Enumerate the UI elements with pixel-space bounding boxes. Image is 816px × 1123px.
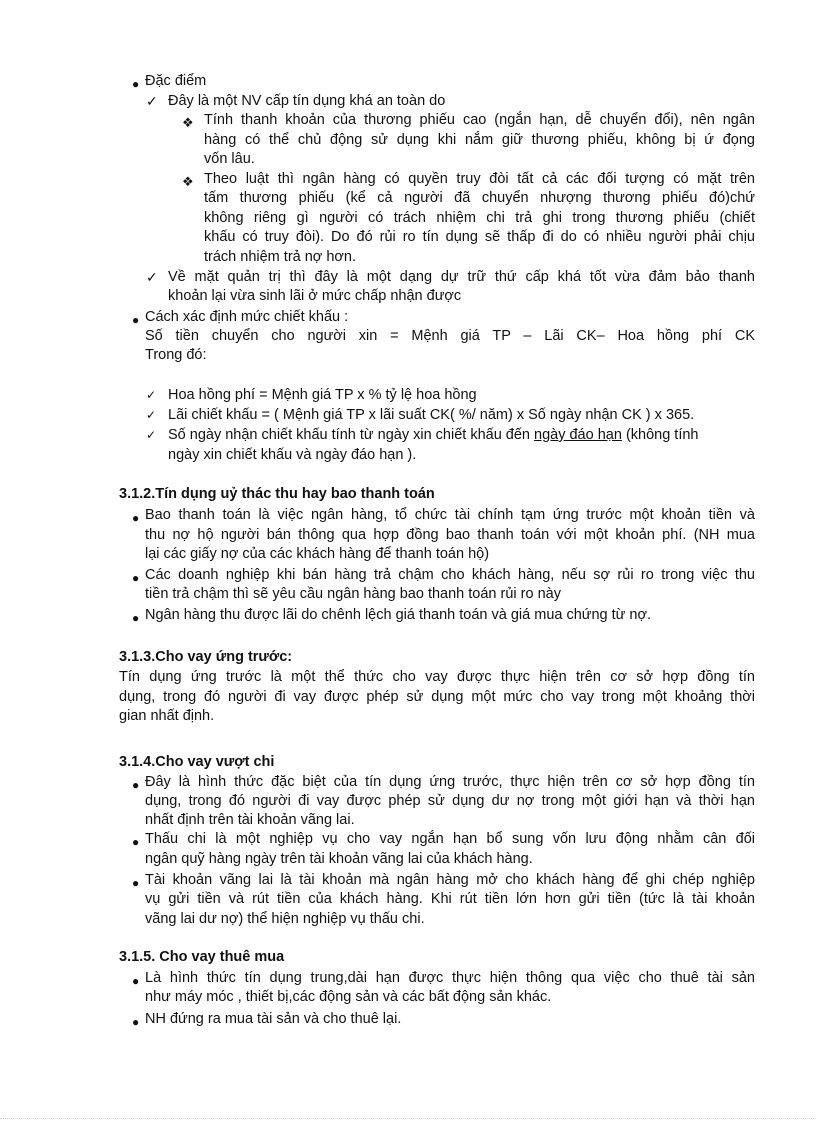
bullet-icon: ● xyxy=(132,835,140,849)
criteria-3-text-b: (không tính xyxy=(625,427,699,443)
s2-b2-line-1: Các doanh nghiệp khi bán hàng trả chậm cho khách hàng, nếu sợ rủi ro trong việc thu xyxy=(145,567,755,583)
bullet-icon: ● xyxy=(132,571,140,585)
criteria-3-line-2: ngày xin chiết khấu và ngày đáo hạn ). xyxy=(168,447,417,463)
check-icon: ✓ xyxy=(146,428,157,442)
check-item-2-line-2: khoản lại vừa sinh lãi ở mức chấp nhận được xyxy=(168,288,462,304)
s5-b1-line-2: như máy móc , thiết bị,các động sản và các bất động sản khác. xyxy=(145,989,552,1005)
bullet-icon: ● xyxy=(132,1015,140,1029)
s5-b1-line-1: Là hình thức tín dụng trung,dài hạn được thực hiện thông qua việc cho thuê tài sản xyxy=(145,970,755,986)
diamond-icon: ❖ xyxy=(182,115,194,130)
check-item-1: Đây là một NV cấp tín dụng khá an toàn do xyxy=(168,93,446,109)
s3-p-line-2: dụng, trong đó người đi vay được phép sử dụng một mức cho vay trong một khoảng thời xyxy=(119,689,755,705)
s4-b3-line-1: Tài khoản vãng lai là tài khoản mà ngân hàng mở cho khách hàng để ghi chép nghiệp xyxy=(145,872,755,888)
bullet-icon: ● xyxy=(132,313,140,327)
bullet-icon: ● xyxy=(132,611,140,625)
s5-b2: NH đứng ra mua tài sản và cho thuê lại. xyxy=(145,1011,402,1027)
criteria-2: Lãi chiết khấu = ( Mệnh giá TP x lãi suất CK( %/ năm) x Số ngày nhận CK ) x 365. xyxy=(168,407,695,423)
sub-item-2-line-3: không riêng gì người có trách nhiệm chi trả ghi trong thương phiếu (chiết xyxy=(204,210,755,226)
sub-item-2-line-4: khấu có truy đòi). Do đó rủi ro tín dụng sẽ thấp đi do có nhiều người phải chịu xyxy=(204,229,755,245)
section-title-3-1-2: 3.1.2.Tín dụng uỷ thác thu hay bao thanh toán xyxy=(119,486,435,502)
criteria-3-line-1 xyxy=(168,426,699,446)
bullet-icon: ● xyxy=(132,511,140,525)
check-icon: ✓ xyxy=(146,93,158,109)
s4-b3-line-3: vãng lai dư nợ) thể hiện nghiệp vụ thấu chi. xyxy=(145,911,425,927)
bullet-icon: ● xyxy=(132,876,140,890)
criteria-1: Hoa hồng phí = Mệnh giá TP x % tỷ lệ hoa hồng xyxy=(168,387,477,403)
section-title-3-1-3: 3.1.3.Cho vay ứng trước: xyxy=(119,649,293,665)
check-icon: ✓ xyxy=(146,408,157,422)
s2-b1-line-2: thu nợ hộ người bán thông qua hợp đồng bao thanh toán với một khoản phí. (NH mua xyxy=(145,527,755,543)
criteria-3-text-a: Số ngày nhận chiết khấu tính từ ngày xin chiết khấu đến xyxy=(168,427,530,443)
check-icon: ✓ xyxy=(146,269,158,285)
due-date-link[interactable]: ngày đáo hạn xyxy=(534,427,622,443)
check-icon: ✓ xyxy=(146,388,157,402)
section-title-3-1-4: 3.1.4.Cho vay vượt chi xyxy=(119,754,275,770)
trong-do: Trong đó: xyxy=(145,347,207,363)
diamond-icon: ❖ xyxy=(182,174,194,189)
s4-b3-line-2: vụ gửi tiền và rút tiền của khách hàng. Khi rút tiền lớn hơn gửi tiền (tức là tài khoản xyxy=(145,891,755,907)
sub-item-1-line-1: Tính thanh khoản của thương phiếu cao (ngắn hạn, dễ chuyển đổi), nên ngân xyxy=(204,112,755,128)
s2-b2-line-2: tiền trả chậm thì sẽ yêu cầu ngân hàng bao thanh toán rủi ro này xyxy=(145,586,561,602)
sub-item-1-line-2: hàng có thể chủ động sử dụng khi nắm giữ thương phiếu, không bị ứ đọng xyxy=(204,132,755,148)
s4-b1-line-2: dụng, trong đó người đi vay được phép sử dụng dư nợ trong một giới hạn và thời hạn xyxy=(145,793,755,809)
page-bottom-divider xyxy=(0,1118,816,1119)
s4-b2-line-1: Thấu chi là một nghiệp vụ cho vay ngắn hạn bổ sung vốn lưu động nhằm cân đối xyxy=(145,831,755,847)
s2-b3: Ngân hàng thu được lãi do chênh lệch giá thanh toán và giá mua chứng từ nợ. xyxy=(145,607,652,623)
sub-item-2-line-5: trách nhiệm trả nợ hơn. xyxy=(204,249,357,265)
formula: Số tiền chuyển cho người xin = Mệnh giá TP – Lãi CK– Hoa hồng phí CK xyxy=(145,328,755,344)
sub-item-1-line-3: vốn lâu. xyxy=(204,151,255,167)
s4-b2-line-2: ngân quỹ hàng ngày trên tài khoản vãng lai của khách hàng. xyxy=(145,851,533,867)
s4-b1-line-1: Đây là hình thức đặc biệt của tín dụng ứng trước, thực hiện trên cơ sở hợp đồng tín xyxy=(145,774,755,790)
s4-b1-line-3: nhất định trên tài khoản vãng lai. xyxy=(145,812,355,828)
sub-item-2-line-1: Theo luật thì ngân hàng có quyền truy đòi tất cả các đối tượng có mặt trên xyxy=(204,171,755,187)
section-title-3-1-5: 3.1.5. Cho vay thuê mua xyxy=(119,949,285,965)
s3-p-line-1: Tín dụng ứng trước là một thể thức cho vay được thực hiện trên cơ sở hợp đồng tín xyxy=(119,669,755,685)
s2-b1-line-3: lại các giấy nợ của các khách hàng để thanh toán hộ) xyxy=(145,546,490,562)
s3-p-line-3: gian nhất định. xyxy=(119,708,215,724)
bullet-icon: ● xyxy=(132,974,140,988)
bullet-icon: ● xyxy=(132,778,140,792)
s2-b1-line-1: Bao thanh toán là việc ngân hàng, tổ chức tài chính tạm ứng trước một khoản tiền và xyxy=(145,507,755,523)
sub-item-2-line-2: tấm thương phiếu (kể cả người đã chuyển nhượng thương phiếu đó)chứ xyxy=(204,190,755,206)
bullet-icon: ● xyxy=(132,77,140,91)
method-heading: Cách xác định mức chiết khấu : xyxy=(145,309,349,325)
check-item-2-line-1: Về mặt quản trị thì đây là một dạng dự trữ thứ cấp khá tốt vừa đảm bảo thanh xyxy=(168,269,755,285)
heading-dac-diem: Đặc điểm xyxy=(145,73,207,89)
